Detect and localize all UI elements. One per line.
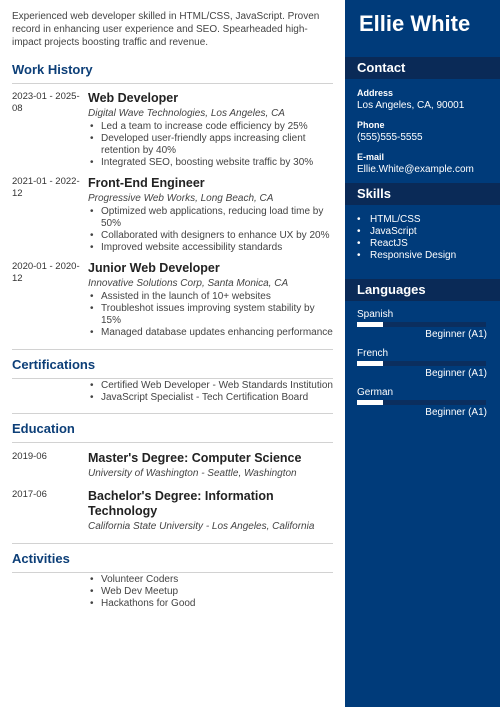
list-item: • Led a team to increase code efficiency by 25% [88,121,333,133]
language-bar-fill [357,400,383,405]
skill-item: • HTML/CSS [357,214,492,226]
divider [12,543,333,544]
skill-item: • ReactJS [357,238,492,250]
divider [12,442,333,443]
skill-item: • JavaScript [357,226,492,238]
job-title: Web Developer [88,91,179,105]
company: Digital Wave Technologies, Los Angeles, CA [88,108,285,119]
work-date: 2023-01 - 2025-08 [12,91,80,114]
list-item: • Hackathons for Good [88,598,333,610]
list-item: • Optimized web applications, reducing load time by 50% [88,206,333,230]
activities-section [12,551,333,610]
work-entry [12,261,333,339]
language-level: Beginner (A1) [425,407,487,418]
skill-item: • Responsive Design [357,250,492,262]
contact-heading: Contact [345,57,500,79]
skills-list [357,214,492,262]
language-name: French [357,348,389,359]
activities-title: Activities [12,551,70,566]
school: California State University - Los Angeles, California [88,521,315,532]
list-item: • Developed user-friendly apps increasing client retention by 40% [88,133,333,157]
job-title: Front-End Engineer [88,176,205,190]
language-bar-fill [357,361,383,366]
education-entry [12,451,333,480]
email-label: E-mail [357,152,385,162]
address-value: Los Angeles, CA, 90001 [357,100,465,111]
list-item: • JavaScript Specialist - Tech Certification Board [88,392,333,404]
language-bar-fill [357,322,383,327]
language-item [357,348,487,380]
language-bar [357,322,486,327]
language-item [357,387,487,419]
job-title: Junior Web Developer [88,261,220,275]
summary: Experienced web developer skilled in HTML/CSS, JavaScript. Proven record in enhancing user experience and SEO. Spearheaded high-impact projects boosting traffic and revenue. [12,11,320,48]
language-level: Beginner (A1) [425,368,487,379]
company: Innovative Solutions Corp, Santa Monica, CA [88,278,289,289]
candidate-name: Ellie White [359,11,471,36]
divider [12,349,333,350]
list-item: • Improved website accessibility standards [88,242,333,254]
work-date: 2021-01 - 2022-12 [12,176,80,199]
work-history-section [12,62,333,350]
email-value: Ellie.White@example.com [357,164,474,175]
sidebar [345,0,500,707]
list-item: • Certified Web Developer - Web Standards Institution [88,380,333,392]
work-entry [12,91,333,169]
education-date: 2019-06 [12,451,47,462]
language-item [357,309,487,341]
list-item: • Troubleshot issues improving system stability by 15% [88,303,333,327]
language-level: Beginner (A1) [425,329,487,340]
list-item: • Web Dev Meetup [88,586,333,598]
list-item: • Integrated SEO, boosting website traffic by 30% [88,157,333,169]
list-item: • Collaborated with designers to enhance UX by 20% [88,230,333,242]
company: Progressive Web Works, Long Beach, CA [88,193,274,204]
language-bar [357,361,486,366]
divider [12,83,333,84]
list-item: • Managed database updates enhancing performance [88,327,333,339]
list-item: • Volunteer Coders [88,574,333,586]
education-entry [12,489,333,533]
language-name: Spanish [357,309,394,320]
degree: Bachelor's Degree: Information Technology [88,489,274,518]
work-date: 2020-01 - 2020-12 [12,261,80,284]
certifications-section [12,357,333,414]
education-date: 2017-06 [12,489,47,500]
education-section [12,421,333,544]
list-item: • Assisted in the launch of 10+ websites [88,291,333,303]
phone-label: Phone [357,120,385,130]
contact-block [357,88,492,176]
address-label: Address [357,88,394,98]
languages-block [357,309,487,419]
divider [12,413,333,414]
work-entry [12,176,333,254]
languages-heading: Languages [345,279,500,301]
divider [12,378,333,379]
degree: Master's Degree: Computer Science [88,451,302,465]
certifications-title: Certifications [12,357,96,372]
language-name: German [357,387,394,398]
education-title: Education [12,421,75,436]
language-bar [357,400,486,405]
school: University of Washington - Seattle, Washington [88,468,297,479]
work-history-title: Work History [12,62,93,77]
phone-value: (555)555-5555 [357,132,423,143]
skills-heading: Skills [345,183,500,205]
divider [12,572,333,573]
